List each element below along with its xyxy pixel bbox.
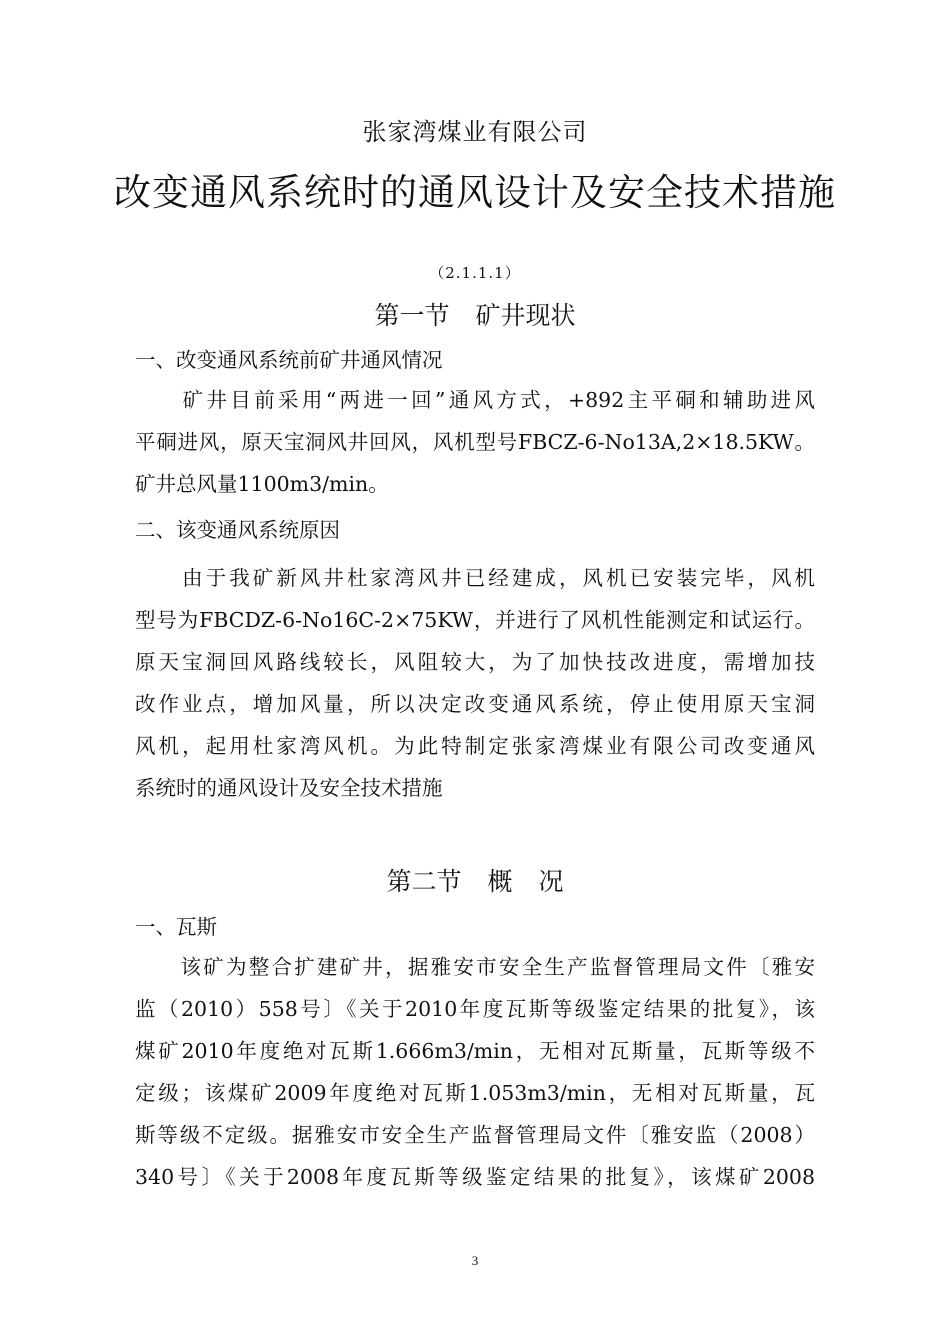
paragraph-line: 煤矿2010年度绝对瓦斯1.666m3/min，无相对瓦斯量，瓦斯等级不 bbox=[135, 1039, 815, 1063]
section-2-item-1: 一、瓦斯 bbox=[135, 915, 217, 939]
section-2-number: 第二节 bbox=[386, 867, 462, 896]
paragraph-line: 斯等级不定级。据雅安市安全生产监督管理局文件〔雅安监（2008） bbox=[135, 1123, 815, 1147]
paragraph-line: 改作业点，增加风量，所以决定改变通风系统，停止使用原天宝洞 bbox=[135, 692, 815, 716]
paragraph-line: 原天宝洞回风路线较长，风阻较大，为了加快技改进度，需增加技 bbox=[135, 650, 815, 674]
paragraph-line: 系统时的通风设计及安全技术措施 bbox=[135, 776, 443, 800]
paragraph-line: 型号为FBCDZ-6-No16C-2×75KW，并进行了风机性能测定和试运行。 bbox=[135, 608, 815, 632]
page-number: 3 bbox=[471, 1253, 479, 1268]
section-2-name-char-1: 概 bbox=[487, 867, 513, 896]
section-2-heading bbox=[0, 862, 950, 898]
paragraph-line: 340号〕《关于2008年度瓦斯等级鉴定结果的批复》，该煤矿2008 bbox=[135, 1165, 815, 1189]
paragraph-line: 该矿为整合扩建矿井，据雅安市安全生产监督管理局文件〔雅安 bbox=[135, 955, 815, 979]
paragraph-line: 平硐进风，原天宝洞风井回风，风机型号FBCZ-6-No13A,2×18.5KW。 bbox=[135, 430, 815, 454]
paragraph-line: 监（2010）558号〕《关于2010年度瓦斯等级鉴定结果的批复》，该 bbox=[135, 997, 815, 1021]
document-code: （2.1.1.1） bbox=[429, 264, 521, 282]
document-title: 改变通风系统时的通风设计及安全技术措施 bbox=[114, 171, 836, 214]
section-2-paragraph-1 bbox=[135, 946, 815, 1198]
section-2-name-char-2: 况 bbox=[538, 867, 564, 896]
paragraph-line: 矿井总风量1100m3/min。 bbox=[135, 472, 389, 496]
section-1-name: 矿井现状 bbox=[475, 301, 576, 330]
paragraph-line: 由于我矿新风井杜家湾风井已经建成，风机已安装完毕，风机 bbox=[135, 566, 815, 590]
section-1-paragraph-1 bbox=[135, 379, 815, 505]
paragraph-line: 风机，起用杜家湾风机。为此特制定张家湾煤业有限公司改变通风 bbox=[135, 734, 815, 758]
section-1-number: 第一节 bbox=[374, 301, 450, 330]
section-1-heading bbox=[0, 296, 950, 332]
company-name: 张家湾煤业有限公司 bbox=[362, 118, 588, 146]
section-1-item-1: 一、改变通风系统前矿井通风情况 bbox=[135, 348, 443, 372]
section-1-item-2: 二、该变通风系统原因 bbox=[135, 518, 340, 542]
paragraph-line: 矿井目前采用“两进一回”通风方式，+892主平硐和辅助进风 bbox=[135, 388, 815, 412]
section-1-paragraph-2 bbox=[135, 557, 815, 809]
paragraph-line: 定级；该煤矿2009年度绝对瓦斯1.053m3/min，无相对瓦斯量，瓦 bbox=[135, 1081, 815, 1105]
